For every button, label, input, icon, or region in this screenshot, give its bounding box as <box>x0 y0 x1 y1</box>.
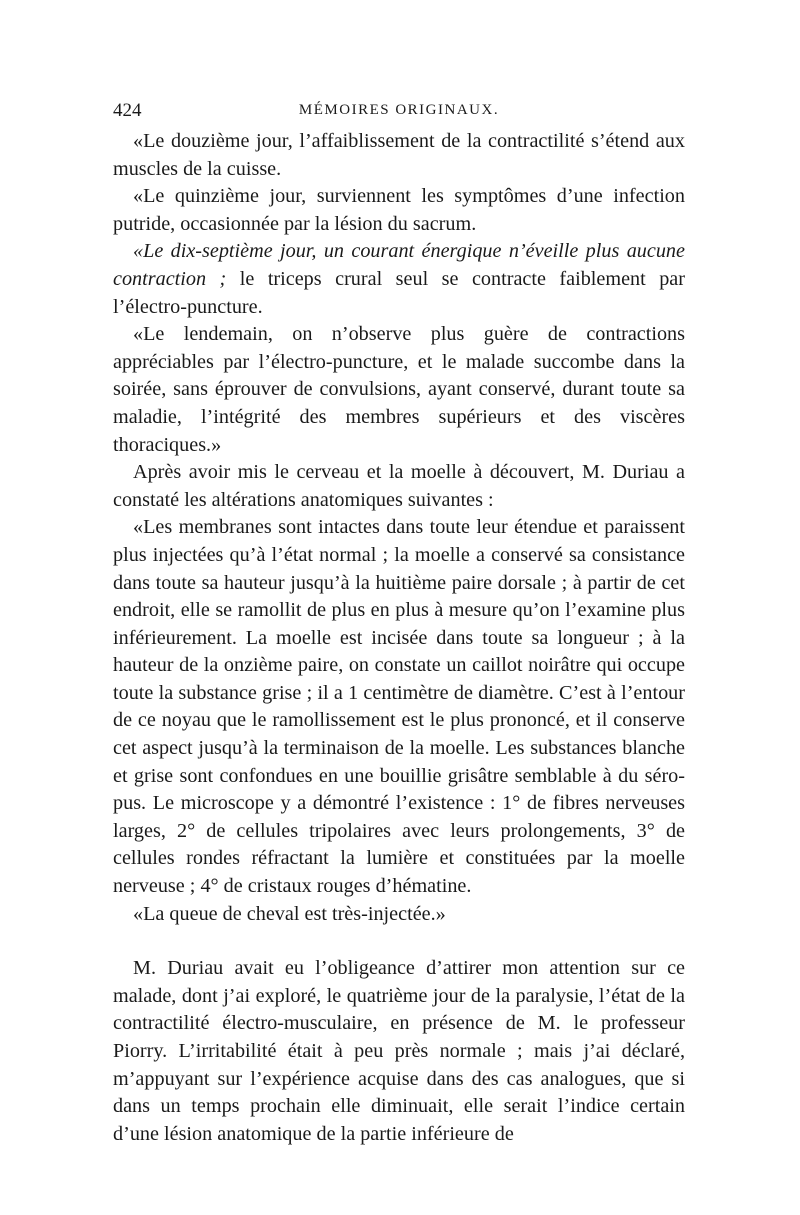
body-text <box>113 128 685 1148</box>
paragraph-text: «Le douzième jour, l’affaiblissement de la contractilité s’étend aux muscles de la cuisse. <box>113 130 685 180</box>
paragraph <box>113 955 685 1148</box>
paragraph <box>113 901 685 929</box>
paragraph-text: M. Duriau avait eu l’obligeance d’attirer mon attention sur ce malade, dont j’ai exploré, le quatrième jour de la paralysie, l’état de la contractilité électro-musculaire, en présence de M. le professeur Piorry. L’irritabilité était à peu près normale ; mais j’ai déclaré, m’appuyant sur l’expérience acquise dans des cas analogues, que si dans un temps prochain elle diminuait, elle serait l’indice certain d’une lésion anatomique de la partie inférieure de <box>113 957 685 1145</box>
page-number: 424 <box>113 100 142 121</box>
paragraph-text: «Les membranes sont intactes dans toute leur étendue et paraissent plus injectées qu’à l’état normal ; la moelle a conservé sa consistance dans toute sa hauteur jusqu’à la huitième paire dorsale ; à partir de cet endroit, elle se ramollit de plus en plus à mesure qu’on l’examine plus inférieurement. La moelle est incisée dans toute sa longueur ; à la hauteur de la onzième paire, on constate un caillot noirâtre qui occupe toute la substance grise ; il a 1 centimètre de diamètre. C’est à l’entour de ce noyau que le ramollissement est le plus prononcé, et il conserve cet aspect jusqu’à la terminaison de la moelle. Les substances blanche et grise sont confondues en une bouillie grisâtre semblable à du séro-pus. Le microscope y a démontré l’existence : 1° de fibres nerveuses larges, 2° de cellules tripolaires avec leurs prolongements, 3° de cellules rondes réfractant la lumière et constituées par la moelle nerveuse ; 4° de cristaux rouges d’hématine. <box>113 516 685 898</box>
paragraph-text: le triceps crural seul se contracte faiblement par l’électro-puncture. <box>113 267 685 318</box>
italic-text: «Le dix-septième jour, un courant énergique n’éveille plus aucune contraction ; <box>113 240 685 290</box>
running-title: MÉMOIRES ORIGINAUX. <box>298 102 500 118</box>
paragraph-text: «Le quinzième jour, surviennent les symptômes d’une infection putride, occasionnée par la lésion du sacrum. <box>113 185 685 235</box>
paragraph-text: «La queue de cheval est très-injectée.» <box>133 902 446 925</box>
paragraph <box>113 183 685 238</box>
paragraph <box>113 459 685 514</box>
paragraph-text: Après avoir mis le cerveau et la moelle à découvert, M. Duriau a constaté les altérations anatomiques suivantes : <box>113 461 685 511</box>
paragraph <box>113 128 685 183</box>
paragraph <box>113 321 685 459</box>
page-header <box>113 100 685 128</box>
paragraph <box>113 514 685 900</box>
paragraph <box>113 238 685 321</box>
paragraph-text: «Le lendemain, on n’observe plus guère de contractions appréciables par l’électro-puncture, et le malade succombe dans la soirée, sans éprouver de convulsions, ayant conservé, durant toute sa maladie, l’intégrité des membres supérieurs et des viscères thoraciques.» <box>113 323 685 456</box>
